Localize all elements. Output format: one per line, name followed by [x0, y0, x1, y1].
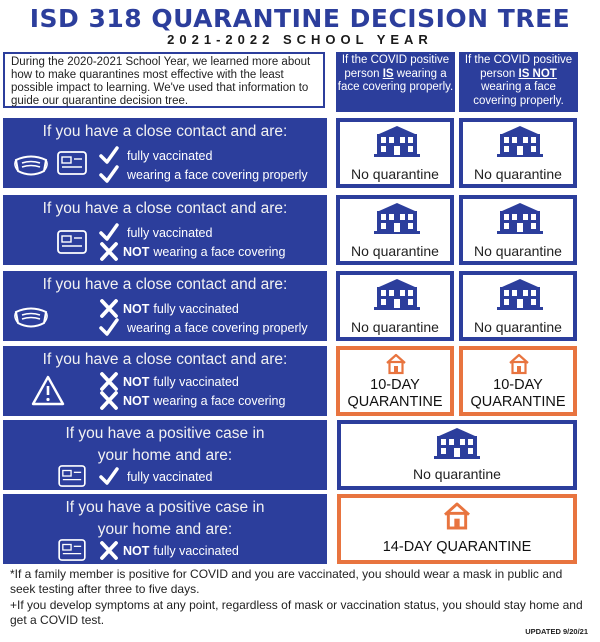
row-household-vaccinated: If you have a positive case in your home and are: fully vaccinated: [3, 420, 327, 490]
page-subtitle: 2021-2022 SCHOOL YEAR: [167, 32, 433, 47]
condition-item: fully vaccinated: [99, 146, 212, 165]
x-icon: [99, 242, 119, 261]
outcome-box-quarantine: 10-DAY QUARANTINE: [336, 346, 454, 416]
outcome-box: No quarantine: [337, 420, 577, 490]
school-icon: [371, 202, 423, 234]
footnote-vaccinated-family: *If a family member is positive for COVID and you are vaccinated, you should wear a mask in public and seek testing after three to five days.: [10, 567, 563, 596]
row-close-contact-unvaccinated-masked: If you have a close contact and are: NOT fully vaccinated wearing a face covering properly: [3, 271, 327, 341]
row-close-contact-vaccinated-masked: If you have a close contact and are: fully vaccinated wearing a face covering properly: [3, 118, 327, 188]
condition-item: NOT fully vaccinated: [99, 541, 239, 560]
row-close-contact-vaccinated-unmasked: If you have a close contact and are: fully vaccinated NOT wearing a face covering: [3, 195, 327, 265]
intro-text: During the 2020-2021 School Year, we learned more about how to make quarantines most effective with the least possible impact to learning. We've used that information to guide our quarantine decision tree.: [3, 52, 325, 108]
condition-item: fully vaccinated: [99, 467, 212, 486]
mask-icon: [13, 303, 49, 331]
house-icon: [384, 352, 408, 376]
condition-item: wearing a face covering properly: [99, 318, 308, 337]
vaccination-card-icon: [57, 465, 87, 487]
x-icon: [99, 299, 119, 318]
footnote-symptoms: +If you develop symptoms at any point, regardless of mask or vaccination status, you should stay home and get a COVID test.: [10, 598, 583, 627]
condition-item: fully vaccinated: [99, 223, 212, 242]
check-icon: [99, 223, 119, 242]
school-icon: [371, 125, 423, 157]
outcome-box: No quarantine: [336, 118, 454, 188]
row-household-unvaccinated: If you have a positive case in your home and are: NOT fully vaccinated: [3, 494, 327, 564]
vaccination-card-icon: [57, 539, 87, 561]
outcome-box: No quarantine: [459, 118, 577, 188]
column-header-is: If the COVID positive person IS wearing a face covering properly.: [336, 52, 455, 112]
column-header-is-not: If the COVID positive person IS NOT wearing a face covering properly.: [459, 52, 578, 112]
x-icon: [99, 541, 119, 560]
school-icon: [431, 427, 483, 459]
check-icon: [99, 165, 119, 184]
vaccination-card-icon: [57, 151, 87, 175]
school-icon: [494, 125, 546, 157]
condition-item: NOT fully vaccinated: [99, 299, 239, 318]
x-icon: [99, 391, 119, 410]
outcome-box-quarantine: 14-DAY QUARANTINE: [337, 494, 577, 564]
check-icon: [99, 318, 119, 337]
condition-item: NOT fully vaccinated: [99, 372, 239, 391]
condition-item: NOT wearing a face covering: [99, 242, 285, 261]
outcome-box-quarantine: 10-DAY QUARANTINE: [459, 346, 577, 416]
school-icon: [494, 202, 546, 234]
outcome-box: No quarantine: [336, 271, 454, 341]
outcome-box: No quarantine: [336, 195, 454, 265]
row-close-contact-unvaccinated-unmasked: If you have a close contact and are: NOT fully vaccinated NOT wearing a face covering: [3, 346, 327, 416]
school-icon: [494, 278, 546, 310]
condition-item: NOT wearing a face covering: [99, 391, 285, 410]
outcome-box: No quarantine: [459, 271, 577, 341]
vaccination-card-icon: [57, 230, 87, 254]
outcome-box: No quarantine: [459, 195, 577, 265]
condition-item: wearing a face covering properly: [99, 165, 308, 184]
school-icon: [371, 278, 423, 310]
warning-icon: [31, 375, 65, 407]
x-icon: [99, 372, 119, 391]
house-icon: [441, 500, 473, 532]
page-title: ISD 318 QUARANTINE DECISION TREE: [29, 4, 571, 33]
mask-icon: [13, 151, 49, 179]
updated-date: UPDATED 9/20/21: [525, 627, 588, 636]
house-icon: [507, 352, 531, 376]
check-icon: [99, 146, 119, 165]
check-icon: [99, 467, 119, 486]
